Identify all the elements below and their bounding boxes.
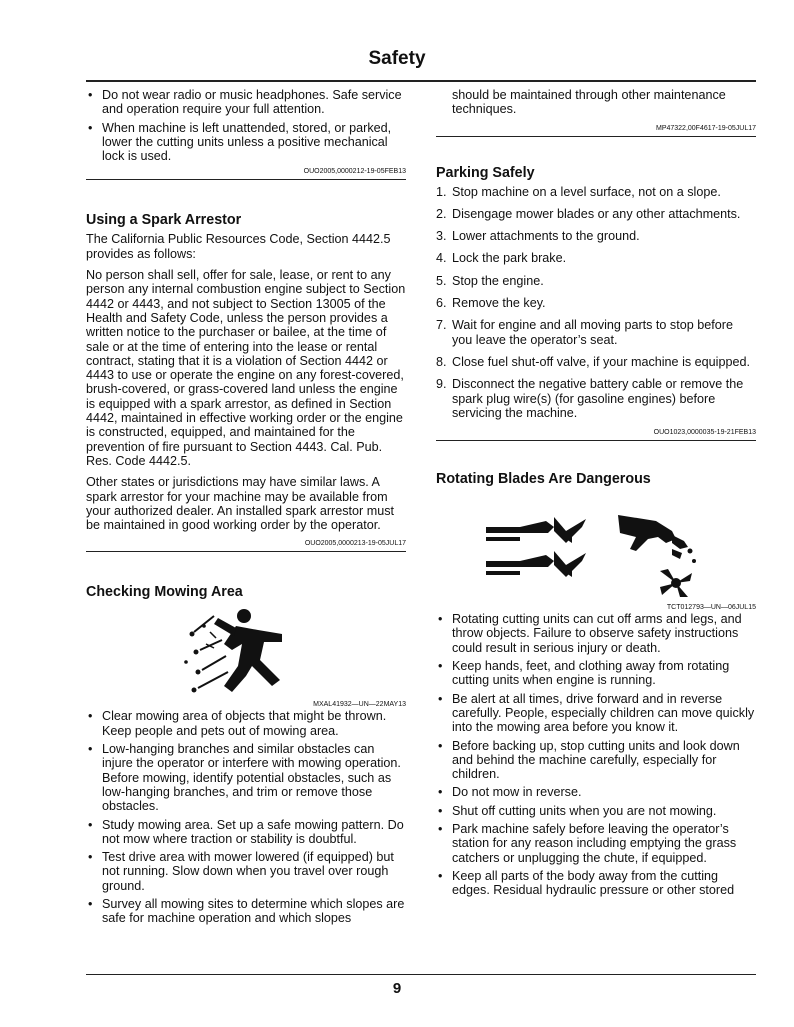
step-number: 8. — [436, 354, 447, 369]
left-column — [86, 88, 406, 930]
section-heading-rotating-blades: Rotating Blades Are Dangerous — [436, 471, 651, 488]
list-item — [436, 207, 756, 221]
step-text: Disengage mower blades or any other attachments. — [452, 206, 741, 221]
paragraph: Other states or jurisdictions may have similar laws. A spark arrestor for your machine may be available from your authorized dealer. An installed spark arrestor must be maintained in good working order by the operator. — [86, 475, 395, 533]
step-number: 7. — [436, 318, 447, 333]
step-text: Close fuel shut-off valve, if your machine is equipped. — [452, 354, 750, 369]
list-item: • Keep hands, feet, and clothing away from rotating cutting units when engine is running. — [436, 659, 756, 688]
step-number: 9. — [436, 377, 447, 392]
step-text: Wait for engine and all moving parts to stop before you leave the operator’s seat. — [452, 318, 733, 347]
footer-rule — [86, 974, 756, 975]
figure-reference: MXAL41932—UN—22MAY13 — [313, 701, 406, 709]
reference-code: MP47322,00F4617-19-05JUL17 — [655, 124, 756, 132]
list-item — [436, 296, 756, 310]
rotating-blades-icon — [436, 491, 756, 603]
list-item — [436, 377, 756, 420]
rotating-blades-illustration — [436, 491, 756, 603]
list-item: • Keep all parts of the body away from the cutting edges. Residual hydraulic pressure or other stored — [436, 869, 756, 898]
continued-paragraph: should be maintained through other maintenance techniques. — [452, 88, 726, 117]
list-item: • Be alert at all times, drive forward and in reverse carefully. People, especially children can move quickly into the mowing area before you know it. — [436, 692, 756, 735]
paragraph: The California Public Resources Code, Section 4442.5 provides as follows: — [86, 232, 391, 261]
mowing-bullet-list — [86, 709, 406, 925]
reference-code: OUO2005,0000213-19-05JUL17 — [304, 540, 406, 548]
figure-reference: TCT012793—UN—06JUL15 — [666, 604, 756, 612]
list-item: • Study mowing area. Set up a safe mowing pattern. Do not mow where traction or stability is doubtful. — [86, 818, 406, 847]
reference-code: OUO2005,0000212-19-05FEB13 — [303, 168, 406, 176]
step-text: Stop machine on a level surface, not on a slope. — [452, 184, 721, 199]
page-title: Safety — [368, 48, 426, 69]
step-number: 6. — [436, 296, 447, 311]
list-item — [436, 185, 756, 199]
list-item — [436, 229, 756, 243]
section-heading-spark-arrestor: Using a Spark Arrestor — [86, 212, 242, 229]
list-item: • Clear mowing area of objects that might be thrown. Keep people and pets out of mowing area. — [86, 709, 406, 738]
section-heading-mowing-area: Checking Mowing Area — [86, 584, 243, 601]
paragraph: No person shall sell, offer for sale, lease, or rent to any person any internal combustion engine subject to Section 4442 or 4443, and not subject to Section 13005 of the Health and Safety Code, unless the person provides a written notice to the purchaser or bailee, at the time of sale or at the time of entering into the lease or rental contract, stating that it is a violation of Section 4442 or 4443 to use or operate the engine on any forest-covered, brush-covered, or grass-covered land unless the engine is equipped with a spark arrestor, as defined in Section 4442, maintained in effective working order or the engine is constructed, equipped, and maintained for the prevention of fire pursuant to Section 4443. Cal. Pub. Res. Code 4442.5. — [86, 268, 406, 468]
header-rule — [86, 80, 756, 82]
intro-bullet-list — [86, 88, 406, 163]
list-item: • Do not wear radio or music headphones. Safe service and operation require your full attention. — [86, 88, 406, 117]
list-item: • When machine is left unattended, stored, or parked, lower the cutting units unless a positive mechanical lock is used. — [86, 121, 406, 164]
right-column — [436, 88, 756, 902]
step-text: Lower attachments to the ground. — [452, 229, 640, 244]
list-item — [436, 274, 756, 288]
step-text: Stop the engine. — [452, 273, 544, 288]
step-number: 2. — [436, 206, 447, 221]
thrown-objects-icon — [86, 604, 406, 700]
reference-code: OUO1023,0000035-19-21FEB13 — [653, 429, 756, 437]
list-item: • Rotating cutting units can cut off arms and legs, and throw objects. Failure to observe safety instructions could result in serious injury or death. — [436, 612, 756, 655]
list-item — [436, 355, 756, 369]
step-number: 5. — [436, 273, 447, 288]
step-number: 3. — [436, 229, 447, 244]
section-heading-parking-safely: Parking Safely — [436, 164, 535, 181]
list-item: • Shut off cutting units when you are not mowing. — [436, 804, 756, 818]
list-item: • Park machine safely before leaving the operator’s station for any reason including emptying the grass catchers or unplugging the chute, if equipped. — [436, 822, 756, 865]
list-item: • Test drive area with mower lowered (if equipped) but not running. Slow down when you travel over rough ground. — [86, 850, 406, 893]
step-text: Disconnect the negative battery cable or remove the spark plug wire(s) (for gasoline engines) before servicing the machine. — [452, 377, 744, 420]
list-item: • Low-hanging branches and similar obstacles can injure the operator or interfere with mowing operation. Before mowing, identify potential obstacles, such as low-hanging branches, and trim or remove those obstacles. — [86, 742, 406, 813]
list-item: • Survey all mowing sites to determine which slopes are safe for machine operation and which slopes — [86, 897, 406, 926]
step-text: Remove the key. — [452, 296, 546, 311]
page-number: 9 — [392, 980, 402, 997]
step-number: 4. — [436, 251, 447, 266]
step-text: Lock the park brake. — [452, 251, 567, 266]
thrown-objects-illustration — [86, 604, 406, 700]
step-number: 1. — [436, 184, 447, 199]
blades-bullet-list — [436, 612, 756, 897]
list-item — [436, 318, 756, 347]
list-item: • Before backing up, stop cutting units and look down and behind the machine carefully, especially for children. — [436, 739, 756, 782]
list-item: • Do not mow in reverse. — [436, 785, 756, 799]
list-item — [436, 251, 756, 265]
parking-steps-list — [436, 185, 756, 421]
